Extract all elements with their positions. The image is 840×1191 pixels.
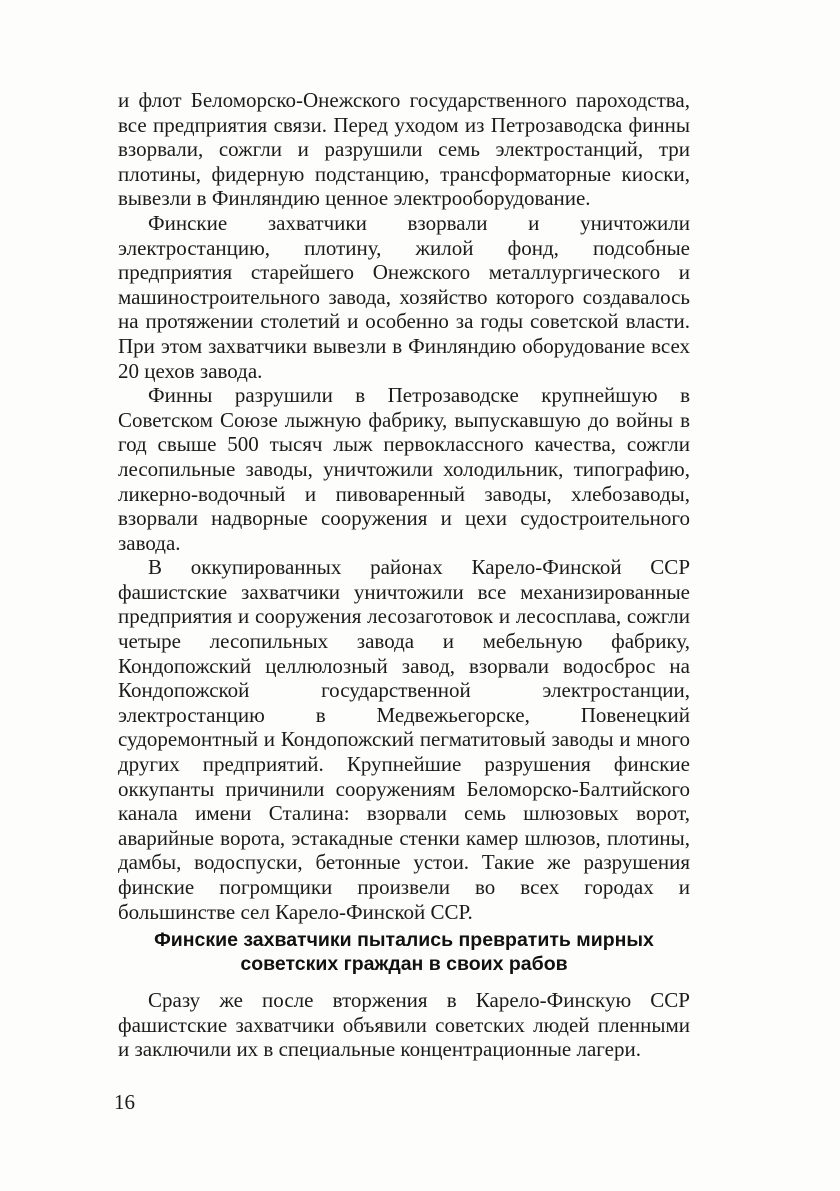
paragraph-2: Финские захватчики взорвали и уничтожили электростанцию, плотину, жилой фонд, подсобные предприятия старейшего Онежского металлургического и машиностроительного завода, хозяйство которого создавалось на протяжении столетий и особенно за годы советской власти. При этом захватчики вывезли в Финляндию оборудование всех 20 цехов завода.	[118, 210, 690, 383]
page-number: 16	[114, 1090, 135, 1114]
section-heading: Финские захватчики пытались превратить мирных советских граждан в своих рабов	[154, 929, 654, 975]
paragraph-1: и флот Беломорско-Онежского государственного пароходства, все предприятия связи. Перед уходом из Петрозаводска финны взорвали, сожгли и разрушили семь электростанций, три плотины, фидерную подстанцию, трансформаторные киоски, вывезли в Финляндию ценное электрооборудование.	[118, 88, 690, 211]
paragraph-5: Сразу же после вторжения в Карело-Финскую ССР фашистские захватчики объявили советских людей пленными и заключили их в специальные концентрационные лагери.	[118, 988, 690, 1062]
body-text	[118, 88, 690, 924]
paragraph-4: В оккупированных районах Карело-Финской ССР фашистские захватчики уничтожили все механизированные предприятия и сооружения лесозаготовок и лесосплава, сожгли четыре лесопильных завода и мебельную фабрику, Кондопожский целлюлозный завод, взорвали водосброс на Кондопожской государственной электростанции, электростанцию в Медвежьегорске, Повенецкий судоремонтный и Кондопожский пегматитовый заводы и много других предприятий. Крупнейшие разрушения финские оккупанты причинили сооружениям Беломорско-Балтийского канала имени Сталина: взорвали семь шлюзовых ворот, аварийные ворота, эстакадные стенки камер шлюзов, плотины, дамбы, водоспуски, бетонные устои. Такие же разрушения финские погромщики произвели во всех городах и большинстве сел Карело-Финской ССР.	[118, 555, 690, 924]
section-text	[118, 988, 690, 1062]
paragraph-3: Финны разрушили в Петрозаводске крупнейшую в Советском Союзе лыжную фабрику, выпускавшую до войны в год свыше 500 тысяч лыж первоклассного качества, сожгли лесопильные заводы, уничтожили холодильник, типографию, ликерно-водочный и пивоваренный заводы, хлебозаводы, взорвали надворные сооружения и цехи судостроительного завода.	[118, 383, 690, 555]
